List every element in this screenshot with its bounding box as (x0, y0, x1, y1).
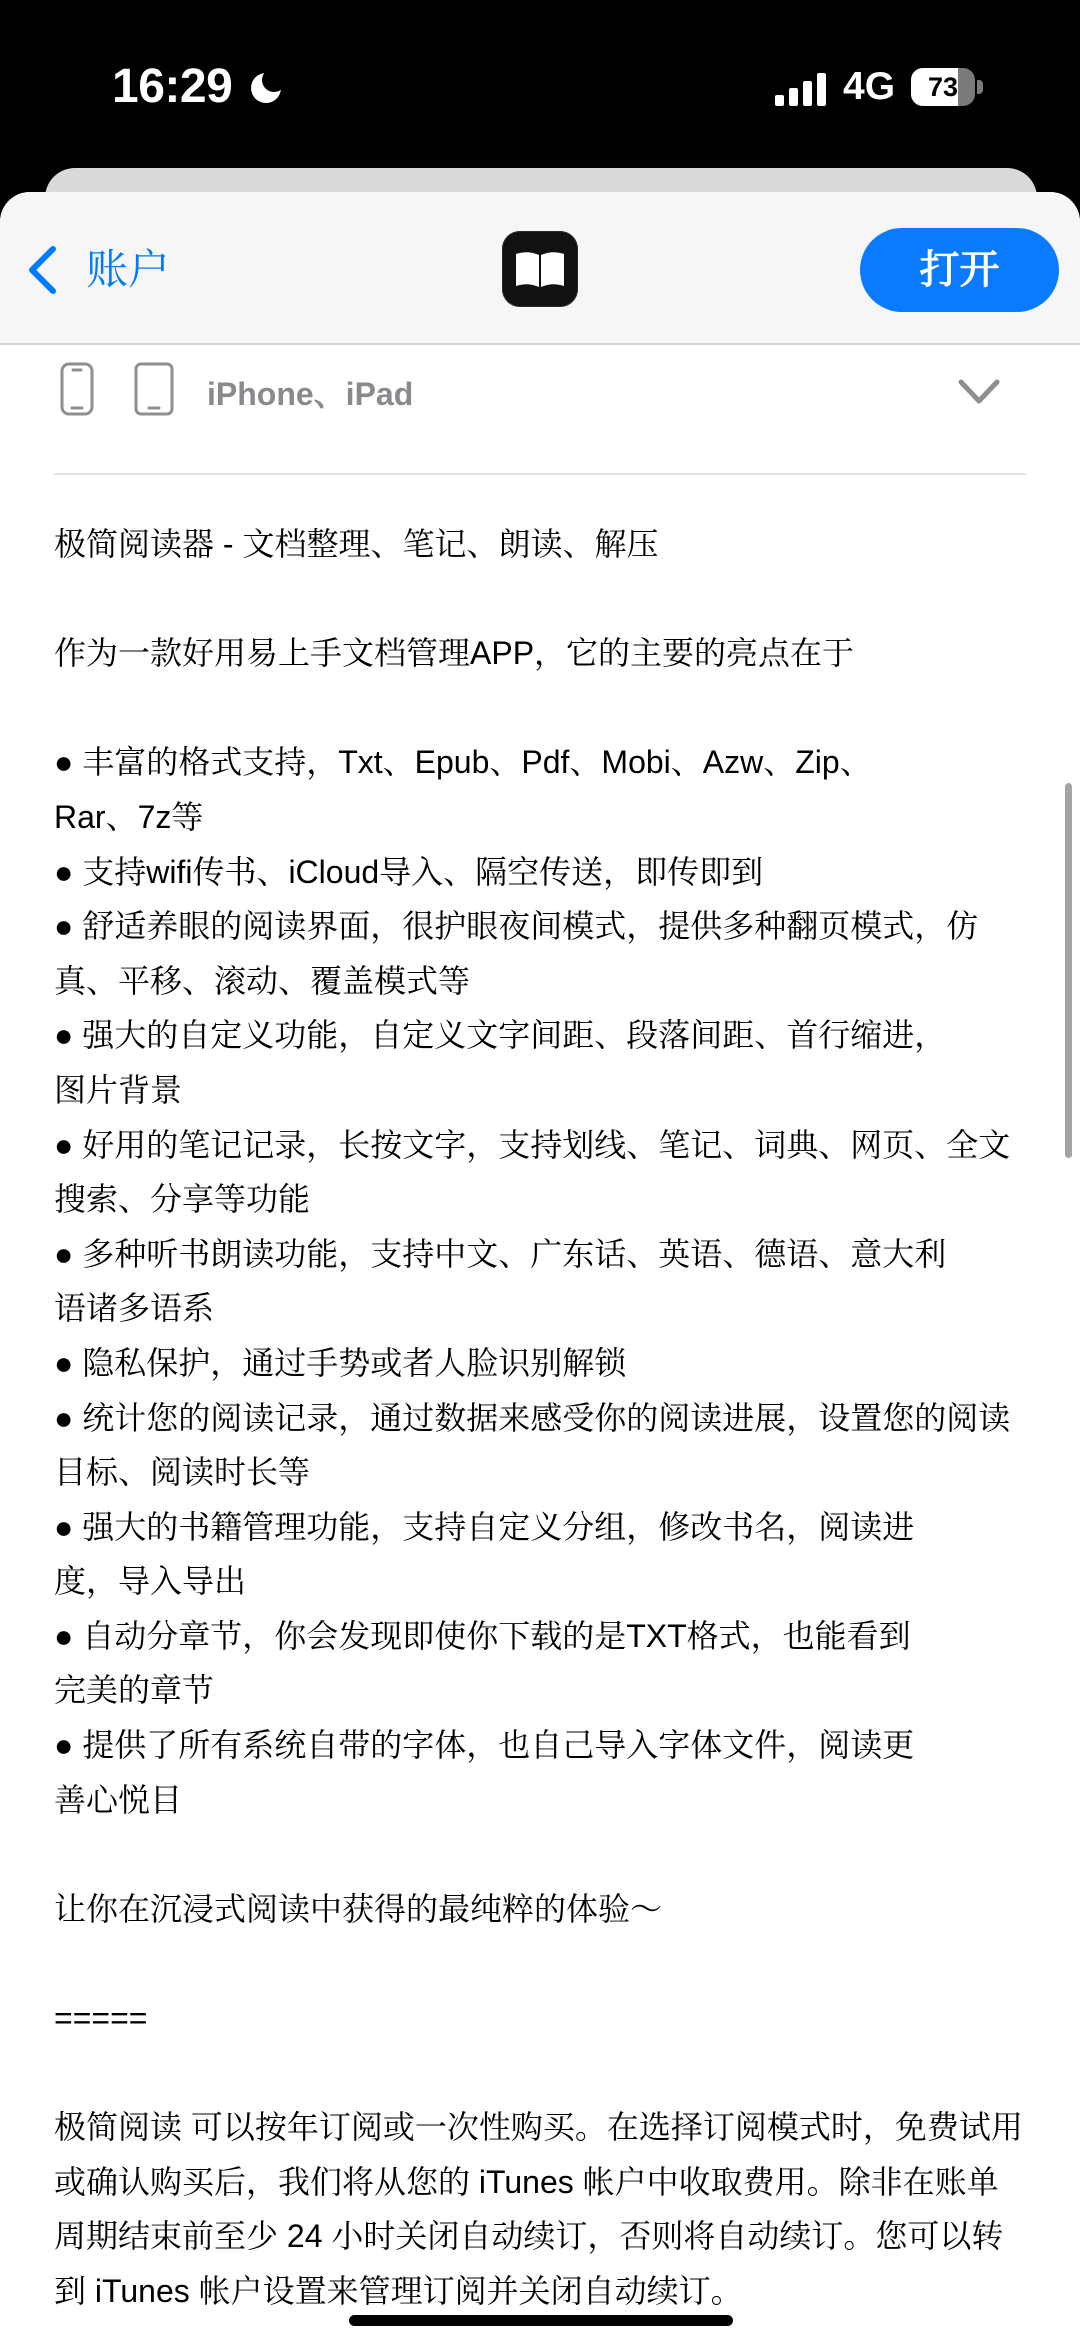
ipad-icon (134, 362, 174, 416)
divider (54, 473, 1026, 475)
description-line: ● 好用的笔记记录，长按文字，支持划线、笔记、词典、网页、全文 (54, 1126, 1011, 1163)
iphone-icon (60, 362, 94, 416)
description-blank-line (54, 681, 1026, 736)
description-line: 周期结束前至少 24 小时关闭自动续订，否则将自动续订。您可以转 (54, 2218, 1004, 2255)
chevron-down-icon[interactable] (957, 378, 1001, 406)
description-line: 搜索、分享等功能 (54, 1181, 311, 1218)
description-line: 或确认购买后，我们将从您的 iTunes 帐户中收取费用。除非在账单 (54, 2163, 999, 2200)
chevron-left-icon (24, 244, 60, 296)
description-line: 完美的章节 (54, 1672, 215, 1709)
battery-icon (911, 68, 975, 106)
home-indicator[interactable] (349, 2315, 733, 2326)
status-time: 16:29 (112, 60, 233, 113)
scroll-indicator[interactable] (1065, 783, 1072, 1158)
moon-icon (249, 69, 285, 105)
back-label: 账户 (86, 246, 171, 293)
description-line: ● 隐私保护，通过手势或者人脸识别解锁 (54, 1344, 627, 1381)
description-line: 极简阅读器 - 文档整理、笔记、朗读、解压 (54, 526, 659, 562)
description-blank-line (54, 1936, 1026, 1991)
description-line: ● 强大的自定义功能，自定义文字间距、段落间距、首行缩进， (54, 1017, 947, 1054)
network-type: 4G (843, 65, 896, 108)
description-line: 到 iTunes 帐户设置来管理订阅并关闭自动续订。 (54, 2273, 743, 2309)
description-blank-line (54, 1827, 1026, 1882)
description-line: 真、平移、滚动、覆盖模式等 (54, 962, 471, 999)
open-book-icon (502, 231, 578, 307)
description-line: ● 丰富的格式支持，Txt、Epub、Pdf、Mobi、Azw、Zip、 (54, 744, 872, 781)
description-line: ● 统计您的阅读记录，通过数据来感受你的阅读进展，设置您的阅读 (54, 1399, 1011, 1436)
description-line: ● 强大的书籍管理功能，支持自定义分组，修改书名，阅读进 (54, 1508, 915, 1545)
compatible-devices-label: iPhone、iPad (207, 376, 414, 412)
description-line: 语诸多语系 (54, 1290, 215, 1327)
back-button[interactable] (24, 242, 170, 298)
description-line: 度，导入导出 (54, 1563, 247, 1600)
description-line: ● 提供了所有系统自带的字体，也自己导入字体文件，阅读更 (54, 1727, 915, 1764)
description-line: 让你在沉浸式阅读中获得的最纯粹的体验～ (54, 1890, 663, 1927)
description-line: 善心悦目 (54, 1781, 183, 1818)
description-line: 作为一款好用易上手文档管理APP，它的主要的亮点在于 (54, 635, 855, 672)
description-text (54, 517, 1026, 2319)
battery-level: 73 (927, 72, 959, 102)
description-line: 极简阅读 可以按年订阅或一次性购买。在选择订阅模式时，免费试用 (54, 2109, 1023, 2146)
description-line: ===== (54, 2000, 148, 2037)
description-line: ● 舒适养眼的阅读界面，很护眼夜间模式，提供多种翻页模式，仿 (54, 908, 979, 945)
description-line: ● 多种听书朗读功能，支持中文、广东话、英语、德语、意大利 (54, 1235, 947, 1272)
cellular-signal-icon (775, 71, 826, 106)
description-line: ● 自动分章节，你会发现即使你下载的是TXT格式，也能看到 (54, 1617, 911, 1654)
open-button[interactable]: 打开 (860, 228, 1059, 312)
description-blank-line (54, 2046, 1026, 2101)
description-line: ● 支持wifi传书、iCloud导入、隔空传送，即传即到 (54, 853, 764, 890)
compatibility-row[interactable] (54, 352, 1026, 430)
description-line: Rar、7z等 (54, 798, 204, 835)
description-line: 图片背景 (54, 1071, 183, 1108)
description-blank-line (54, 572, 1026, 627)
battery-nub (977, 80, 983, 94)
app-icon (502, 231, 578, 307)
description-line: 目标、阅读时长等 (54, 1454, 311, 1491)
